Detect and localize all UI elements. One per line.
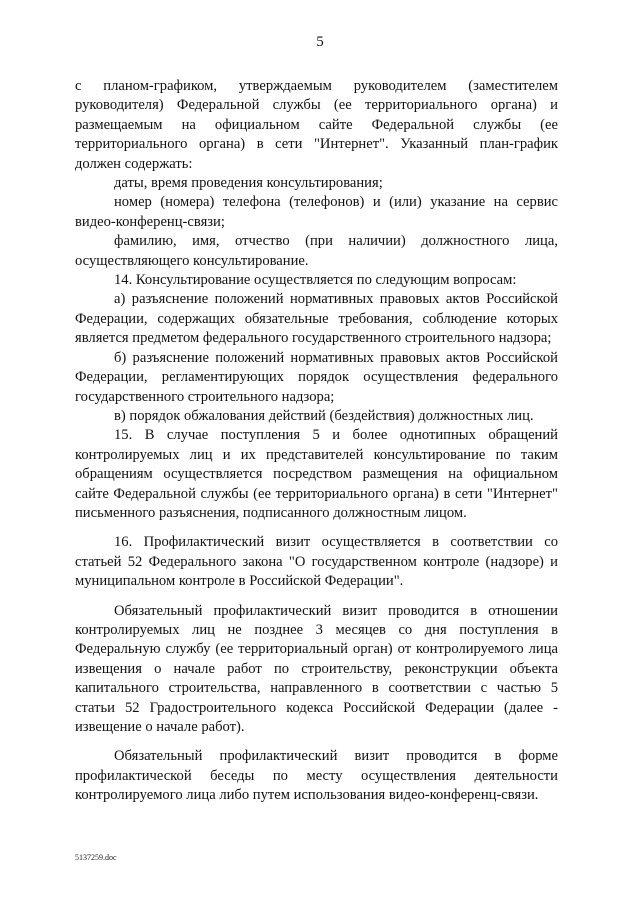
- paragraph-item-14c: в) порядок обжалования действий (бездействия) должностных лиц.: [114, 407, 534, 424]
- paragraph-item-14: 14. Консультирование осуществляется по следующим вопросам:: [114, 272, 517, 289]
- paragraph-item-16: 16. Профилактический визит осуществляется в соответствии со статьей 52 Федерального закона "О государственном контроле (надзоре) и муниципальном контроле в Российской Федерации".: [75, 534, 558, 590]
- paragraph-item-14b: б) разъяснение положений нормативных правовых актов Российской Федерации, регламентирующих порядок осуществления федерального государственного строительного надзора;: [75, 349, 558, 405]
- document-file-code: 5137259.doc: [75, 853, 117, 862]
- paragraph-continuation: с планом-графиком, утверждаемым руководителем (заместителем руководителя) Федеральной службы (ее территориального органа) и размещаемым на официальном сайте Федеральной службы (ее территориального органа) в сети "Интернет". Указанный план-график должен содержать:: [75, 78, 558, 172]
- paragraph-phone-numbers: номер (номера) телефона (телефонов) и (или) указание на сервис видео-конференц-связи;: [75, 194, 558, 230]
- paragraph-item-14a: а) разъяснение положений нормативных правовых актов Российской Федерации, содержащих обязательные требования, соблюдение которых является предметом федерального государственного строительного надзора;: [75, 291, 558, 347]
- document-body: [75, 77, 558, 806]
- paragraph-official-name: фамилию, имя, отчество (при наличии) должностного лица, осуществляющего консультирование.: [75, 233, 558, 269]
- paragraph-mandatory-visit-deadline: Обязательный профилактический визит проводится в отношении контролируемых лиц не позднее 3 месяцев со дня поступления в Федеральную службу (ее территориальный орган) от контролируемого лица извещения о начале работ по строительству, реконструкции объекта капитального строительства, направленного в соответствии с частью 5 статьи 52 Градостроительного кодекса Российской Федерации (далее - извещение о начале работ).: [75, 602, 558, 735]
- paragraph-consultation-dates: даты, время проведения консультирования;: [114, 175, 383, 192]
- page-number: 5: [316, 34, 324, 50]
- paragraph-mandatory-visit-form: Обязательный профилактический визит проводится в форме профилактической беседы по месту осуществления деятельности контролируемого лица либо путем использования видео-конференц-связи.: [75, 748, 558, 804]
- paragraph-item-15: 15. В случае поступления 5 и более однотипных обращений контролируемых лиц и их представителей консультирование по таким обращениям осуществляется посредством размещения на официальном сайте Федеральной службы (ее территориального органа) в сети "Интернет" письменного разъяснения, подписанного должностным лицом.: [75, 427, 558, 521]
